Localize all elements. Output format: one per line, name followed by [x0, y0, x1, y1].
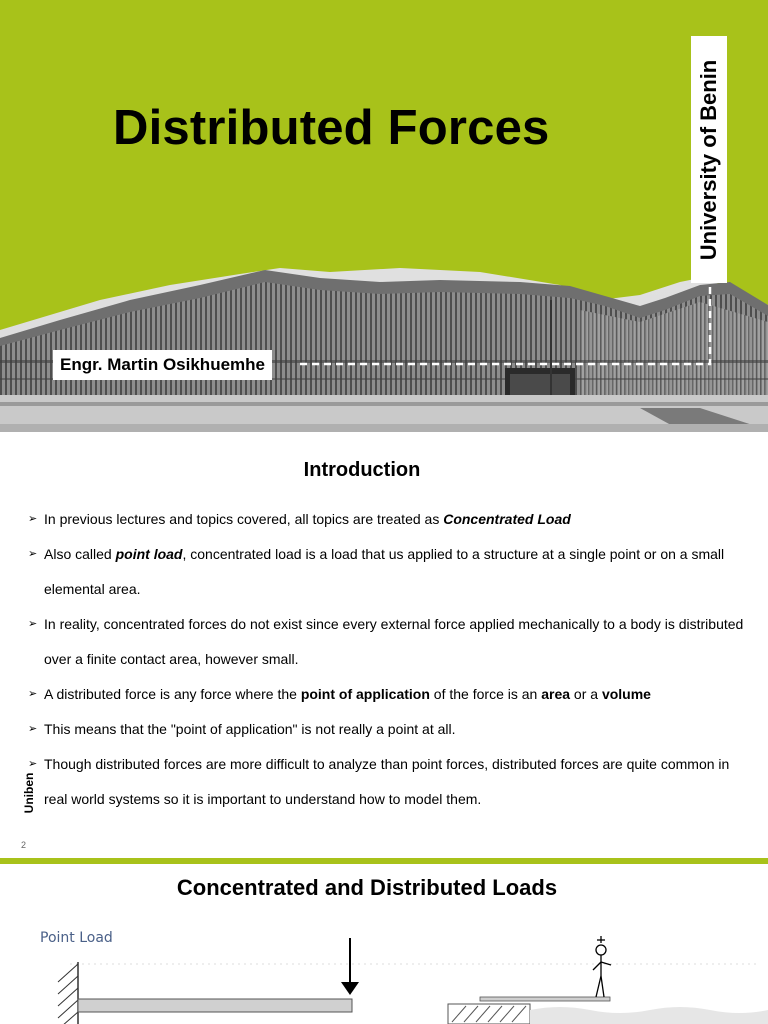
bullet-text: point of application: [300, 686, 430, 702]
bullet-arrow-icon: ➢: [28, 688, 38, 700]
bullet-item: [28, 537, 753, 607]
title-slide: [0, 0, 768, 432]
fixed-support-wall: [58, 962, 78, 1024]
bullet-list: [28, 502, 753, 817]
bullet-arrow-icon: ➢: [28, 723, 38, 735]
diving-board-illustration: [448, 936, 768, 1024]
page-number: 2: [21, 840, 27, 850]
bullet-text: Though distributed forces are more difficult to analyze than point forces, distributed forces are quite common in real world systems so it is important to understand how to model them.: [44, 756, 730, 807]
bullet-arrow-icon: ➢: [28, 548, 38, 560]
bullet-arrow-icon: ➢: [28, 758, 38, 770]
bullet-text: This means that the "point of application" is not really a point at all.: [44, 721, 456, 737]
bullet-arrow-icon: ➢: [28, 618, 38, 630]
loads-slide: [0, 864, 768, 1024]
slide-title: Distributed Forces: [113, 101, 550, 155]
bullet-text: point load: [115, 546, 183, 562]
point-load-label: Point Load: [40, 930, 113, 946]
loads-heading: Concentrated and Distributed Loads: [176, 875, 558, 900]
bullet-arrow-icon: ➢: [28, 513, 38, 525]
bullet-text: In previous lectures and topics covered, all topics are treated as: [44, 511, 444, 527]
introduction-slide: [0, 432, 768, 862]
bullet-text: In reality, concentrated forces do not exist since every external force applied mechanically to a body is distributed over a finite contact area, however small.: [44, 616, 744, 667]
introduction-heading: Introduction: [303, 459, 421, 481]
bullet-item: [28, 712, 753, 747]
author-name: Engr. Martin Osikhuemhe: [53, 350, 272, 380]
bullet-text: volume: [601, 686, 651, 702]
bullet-item: [28, 502, 753, 537]
bullet-text: of the force is an: [429, 686, 542, 702]
side-label: Uniben: [22, 772, 36, 814]
bullet-item: [28, 677, 753, 712]
bullet-item: [28, 747, 753, 817]
bullet-text: or a: [570, 686, 602, 702]
university-name: University of Benin: [696, 59, 721, 261]
bullet-text: Also called: [44, 546, 116, 562]
bullet-text: , concentrated load is a load that us applied to a structure at a single point or on a small elemental area.: [44, 546, 725, 597]
cantilever-beam: [78, 999, 352, 1012]
bullet-item: [28, 607, 753, 677]
bullet-text: A distributed force is any force where the: [44, 686, 301, 702]
bullet-text: Concentrated Load: [443, 511, 571, 527]
point-load-arrow-icon: [341, 938, 359, 995]
bullet-text: area: [541, 686, 571, 702]
